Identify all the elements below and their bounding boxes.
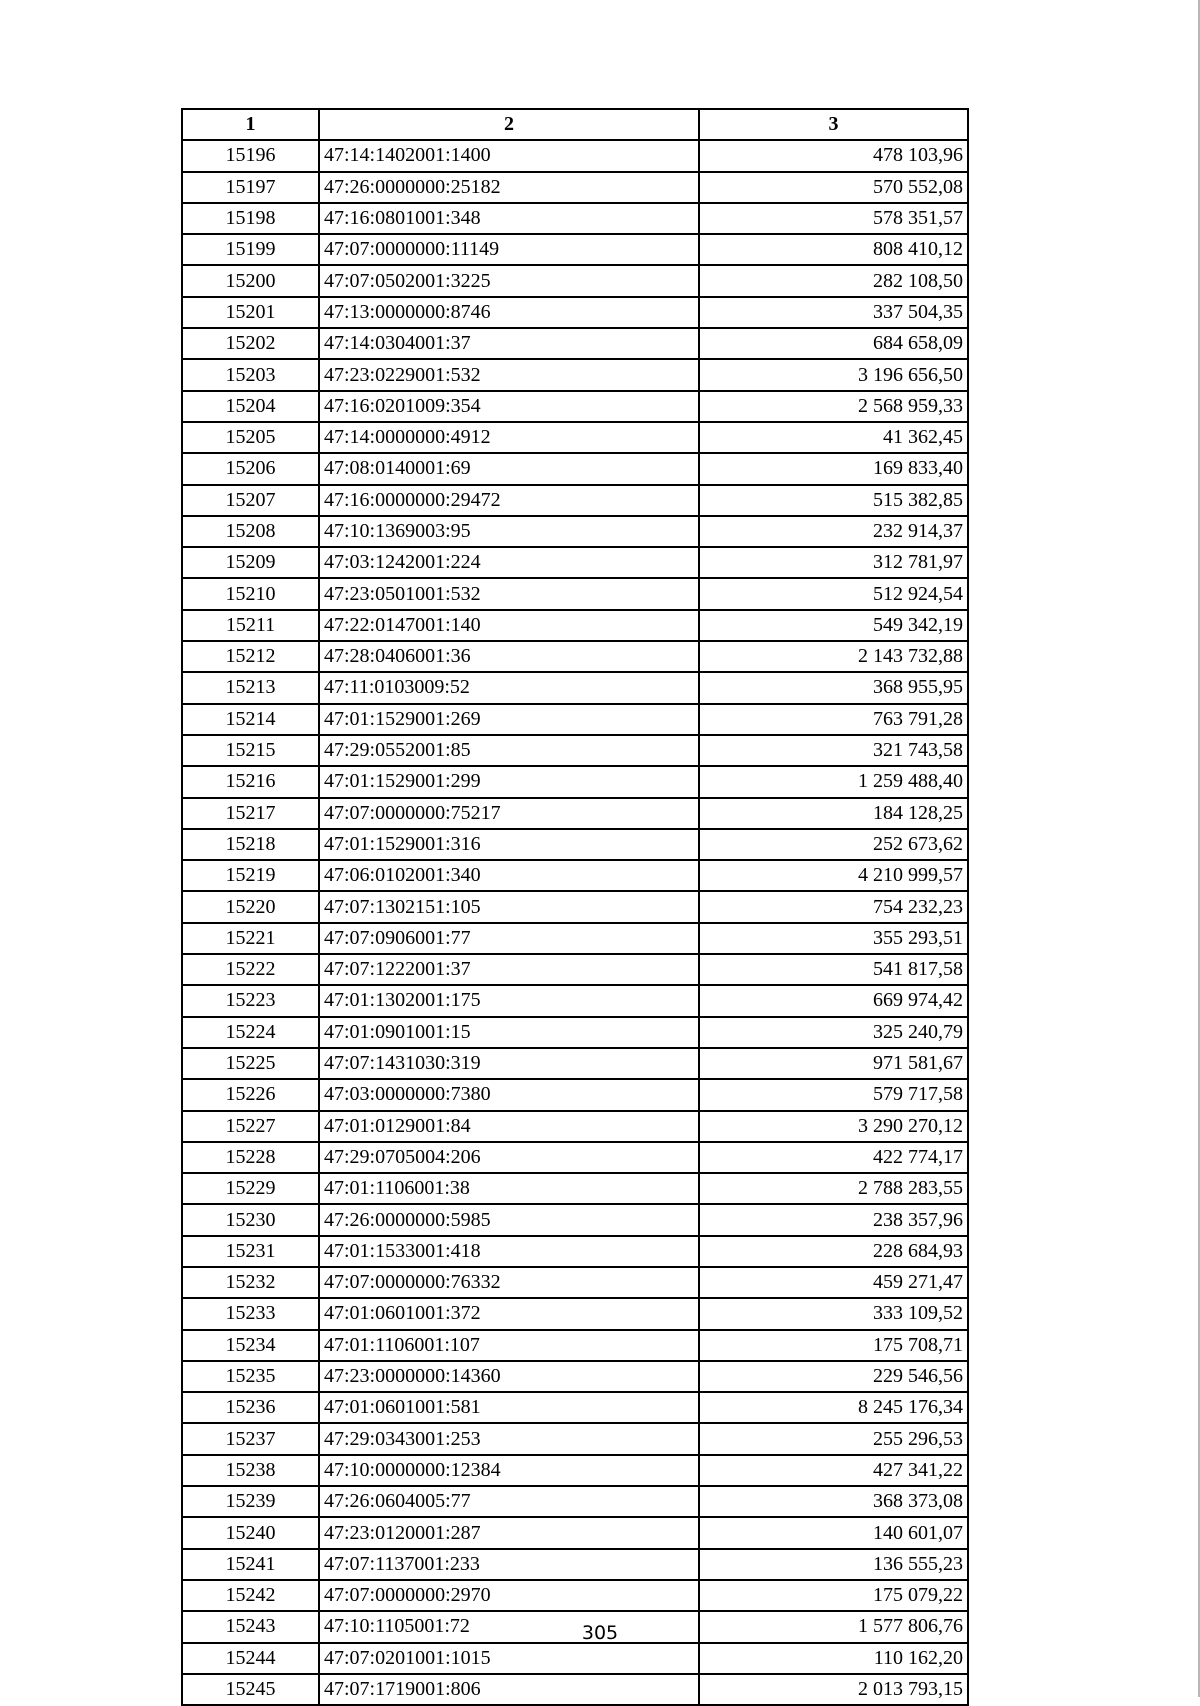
table-row bbox=[182, 1580, 968, 1611]
table-row bbox=[182, 923, 968, 954]
row-number-cell: 15216 bbox=[182, 766, 319, 797]
table-row bbox=[182, 1236, 968, 1267]
row-number-cell: 15237 bbox=[182, 1423, 319, 1454]
value-cell: 136 555,23 bbox=[699, 1549, 968, 1580]
cadastral-number-cell: 47:07:0000000:76332 bbox=[319, 1267, 699, 1298]
row-number-cell: 15229 bbox=[182, 1173, 319, 1204]
table-row bbox=[182, 485, 968, 516]
table-row bbox=[182, 985, 968, 1016]
cadastral-number-cell: 47:03:1242001:224 bbox=[319, 547, 699, 578]
table-row bbox=[182, 1486, 968, 1517]
table-row bbox=[182, 1549, 968, 1580]
table-row bbox=[182, 1173, 968, 1204]
row-number-cell: 15231 bbox=[182, 1236, 319, 1267]
cadastral-number-cell: 47:01:1529001:269 bbox=[319, 704, 699, 735]
value-cell: 2 013 793,15 bbox=[699, 1674, 968, 1705]
table-row bbox=[182, 1674, 968, 1705]
table-row bbox=[182, 1517, 968, 1548]
row-number-cell: 15234 bbox=[182, 1330, 319, 1361]
row-number-cell: 15230 bbox=[182, 1204, 319, 1235]
value-cell: 549 342,19 bbox=[699, 610, 968, 641]
cadastral-value-table bbox=[181, 108, 969, 1706]
cadastral-number-cell: 47:10:1369003:95 bbox=[319, 516, 699, 547]
row-number-cell: 15212 bbox=[182, 641, 319, 672]
row-number-cell: 15210 bbox=[182, 578, 319, 609]
value-cell: 2 788 283,55 bbox=[699, 1173, 968, 1204]
cadastral-number-cell: 47:07:1137001:233 bbox=[319, 1549, 699, 1580]
row-number-cell: 15241 bbox=[182, 1549, 319, 1580]
table-row bbox=[182, 1423, 968, 1454]
cadastral-number-cell: 47:07:0000000:11149 bbox=[319, 234, 699, 265]
row-number-cell: 15215 bbox=[182, 735, 319, 766]
row-number-cell: 15224 bbox=[182, 1017, 319, 1048]
row-number-cell: 15243 bbox=[182, 1611, 319, 1642]
cadastral-number-cell: 47:23:0501001:532 bbox=[319, 578, 699, 609]
row-number-cell: 15205 bbox=[182, 422, 319, 453]
cadastral-number-cell: 47:01:1529001:316 bbox=[319, 829, 699, 860]
row-number-cell: 15238 bbox=[182, 1455, 319, 1486]
cadastral-number-cell: 47:16:0201009:354 bbox=[319, 391, 699, 422]
value-cell: 971 581,67 bbox=[699, 1048, 968, 1079]
row-number-cell: 15198 bbox=[182, 203, 319, 234]
cadastral-number-cell: 47:26:0000000:5985 bbox=[319, 1204, 699, 1235]
value-cell: 570 552,08 bbox=[699, 172, 968, 203]
table-row bbox=[182, 422, 968, 453]
row-number-cell: 15217 bbox=[182, 798, 319, 829]
value-cell: 252 673,62 bbox=[699, 829, 968, 860]
cadastral-number-cell: 47:01:1302001:175 bbox=[319, 985, 699, 1016]
value-cell: 41 362,45 bbox=[699, 422, 968, 453]
value-cell: 184 128,25 bbox=[699, 798, 968, 829]
row-number-cell: 15207 bbox=[182, 485, 319, 516]
page-number: 305 bbox=[581, 1622, 619, 1644]
value-cell: 1 259 488,40 bbox=[699, 766, 968, 797]
cadastral-number-cell: 47:14:1402001:1400 bbox=[319, 140, 699, 171]
table-row bbox=[182, 1298, 968, 1329]
row-number-cell: 15211 bbox=[182, 610, 319, 641]
value-cell: 427 341,22 bbox=[699, 1455, 968, 1486]
value-cell: 578 351,57 bbox=[699, 203, 968, 234]
value-cell: 169 833,40 bbox=[699, 453, 968, 484]
row-number-cell: 15209 bbox=[182, 547, 319, 578]
table-row bbox=[182, 328, 968, 359]
cadastral-number-cell: 47:22:0147001:140 bbox=[319, 610, 699, 641]
value-cell: 541 817,58 bbox=[699, 954, 968, 985]
cadastral-number-cell: 47:10:0000000:12384 bbox=[319, 1455, 699, 1486]
cadastral-number-cell: 47:07:1222001:37 bbox=[319, 954, 699, 985]
table-row bbox=[182, 735, 968, 766]
value-cell: 1 577 806,76 bbox=[699, 1611, 968, 1642]
table-row bbox=[182, 766, 968, 797]
cadastral-number-cell: 47:01:0601001:372 bbox=[319, 1298, 699, 1329]
row-number-cell: 15232 bbox=[182, 1267, 319, 1298]
row-number-cell: 15196 bbox=[182, 140, 319, 171]
cadastral-number-cell: 47:07:1719001:806 bbox=[319, 1674, 699, 1705]
table-row bbox=[182, 641, 968, 672]
value-cell: 325 240,79 bbox=[699, 1017, 968, 1048]
cadastral-number-cell: 47:07:0201001:1015 bbox=[319, 1643, 699, 1674]
value-cell: 2 568 959,33 bbox=[699, 391, 968, 422]
cadastral-number-cell: 47:07:0000000:2970 bbox=[319, 1580, 699, 1611]
cadastral-number-cell: 47:16:0801001:348 bbox=[319, 203, 699, 234]
table-row bbox=[182, 391, 968, 422]
row-number-cell: 15223 bbox=[182, 985, 319, 1016]
table-row bbox=[182, 578, 968, 609]
cadastral-number-cell: 47:14:0304001:37 bbox=[319, 328, 699, 359]
row-number-cell: 15228 bbox=[182, 1142, 319, 1173]
row-number-cell: 15218 bbox=[182, 829, 319, 860]
row-number-cell: 15213 bbox=[182, 672, 319, 703]
cadastral-number-cell: 47:23:0229001:532 bbox=[319, 359, 699, 390]
value-cell: 515 382,85 bbox=[699, 485, 968, 516]
table-row bbox=[182, 453, 968, 484]
table-row bbox=[182, 359, 968, 390]
table-row bbox=[182, 140, 968, 171]
value-cell: 4 210 999,57 bbox=[699, 860, 968, 891]
row-number-cell: 15239 bbox=[182, 1486, 319, 1517]
table-row bbox=[182, 798, 968, 829]
value-cell: 478 103,96 bbox=[699, 140, 968, 171]
value-cell: 684 658,09 bbox=[699, 328, 968, 359]
table-row bbox=[182, 610, 968, 641]
table-row bbox=[182, 891, 968, 922]
cadastral-number-cell: 47:23:0120001:287 bbox=[319, 1517, 699, 1548]
value-cell: 110 162,20 bbox=[699, 1643, 968, 1674]
value-cell: 368 373,08 bbox=[699, 1486, 968, 1517]
value-cell: 337 504,35 bbox=[699, 297, 968, 328]
cadastral-number-cell: 47:26:0000000:25182 bbox=[319, 172, 699, 203]
row-number-cell: 15242 bbox=[182, 1580, 319, 1611]
cadastral-number-cell: 47:01:0901001:15 bbox=[319, 1017, 699, 1048]
table-body bbox=[182, 140, 968, 1705]
table-header-row bbox=[182, 109, 968, 140]
cadastral-number-cell: 47:14:0000000:4912 bbox=[319, 422, 699, 453]
value-cell: 422 774,17 bbox=[699, 1142, 968, 1173]
value-cell: 229 546,56 bbox=[699, 1361, 968, 1392]
table-row bbox=[182, 860, 968, 891]
value-cell: 512 924,54 bbox=[699, 578, 968, 609]
row-number-cell: 15244 bbox=[182, 1643, 319, 1674]
cadastral-number-cell: 47:29:0552001:85 bbox=[319, 735, 699, 766]
cadastral-number-cell: 47:03:0000000:7380 bbox=[319, 1079, 699, 1110]
cadastral-number-cell: 47:07:0906001:77 bbox=[319, 923, 699, 954]
row-number-cell: 15202 bbox=[182, 328, 319, 359]
row-number-cell: 15203 bbox=[182, 359, 319, 390]
table-row bbox=[182, 1267, 968, 1298]
value-cell: 175 708,71 bbox=[699, 1330, 968, 1361]
table-row bbox=[182, 829, 968, 860]
row-number-cell: 15227 bbox=[182, 1111, 319, 1142]
value-cell: 368 955,95 bbox=[699, 672, 968, 703]
value-cell: 3 196 656,50 bbox=[699, 359, 968, 390]
cadastral-number-cell: 47:01:1106001:38 bbox=[319, 1173, 699, 1204]
value-cell: 355 293,51 bbox=[699, 923, 968, 954]
value-cell: 175 079,22 bbox=[699, 1580, 968, 1611]
table-row bbox=[182, 172, 968, 203]
table-row bbox=[182, 1643, 968, 1674]
row-number-cell: 15204 bbox=[182, 391, 319, 422]
value-cell: 763 791,28 bbox=[699, 704, 968, 735]
row-number-cell: 15225 bbox=[182, 1048, 319, 1079]
value-cell: 312 781,97 bbox=[699, 547, 968, 578]
table-row bbox=[182, 1392, 968, 1423]
value-cell: 228 684,93 bbox=[699, 1236, 968, 1267]
value-cell: 255 296,53 bbox=[699, 1423, 968, 1454]
row-number-cell: 15208 bbox=[182, 516, 319, 547]
table-row bbox=[182, 1017, 968, 1048]
cadastral-number-cell: 47:13:0000000:8746 bbox=[319, 297, 699, 328]
table-row bbox=[182, 297, 968, 328]
table-row bbox=[182, 547, 968, 578]
row-number-cell: 15214 bbox=[182, 704, 319, 735]
cadastral-number-cell: 47:06:0102001:340 bbox=[319, 860, 699, 891]
row-number-cell: 15206 bbox=[182, 453, 319, 484]
row-number-cell: 15200 bbox=[182, 265, 319, 296]
value-cell: 669 974,42 bbox=[699, 985, 968, 1016]
value-cell: 2 143 732,88 bbox=[699, 641, 968, 672]
cadastral-number-cell: 47:11:0103009:52 bbox=[319, 672, 699, 703]
cadastral-number-cell: 47:08:0140001:69 bbox=[319, 453, 699, 484]
value-cell: 333 109,52 bbox=[699, 1298, 968, 1329]
column-header-3: 3 bbox=[699, 109, 968, 140]
cadastral-number-cell: 47:07:1302151:105 bbox=[319, 891, 699, 922]
value-cell: 8 245 176,34 bbox=[699, 1392, 968, 1423]
value-cell: 321 743,58 bbox=[699, 735, 968, 766]
row-number-cell: 15245 bbox=[182, 1674, 319, 1705]
table-row bbox=[182, 1204, 968, 1235]
table-row bbox=[182, 1330, 968, 1361]
table-row bbox=[182, 516, 968, 547]
cadastral-number-cell: 47:01:1106001:107 bbox=[319, 1330, 699, 1361]
value-cell: 808 410,12 bbox=[699, 234, 968, 265]
cadastral-number-cell: 47:01:0601001:581 bbox=[319, 1392, 699, 1423]
cadastral-number-cell: 47:07:0502001:3225 bbox=[319, 265, 699, 296]
table-row bbox=[182, 1142, 968, 1173]
row-number-cell: 15222 bbox=[182, 954, 319, 985]
value-cell: 754 232,23 bbox=[699, 891, 968, 922]
row-number-cell: 15235 bbox=[182, 1361, 319, 1392]
cadastral-number-cell: 47:16:0000000:29472 bbox=[319, 485, 699, 516]
value-cell: 282 108,50 bbox=[699, 265, 968, 296]
table-row bbox=[182, 1361, 968, 1392]
row-number-cell: 15197 bbox=[182, 172, 319, 203]
cadastral-number-cell: 47:10:1105001:72 bbox=[319, 1611, 699, 1642]
cadastral-number-cell: 47:26:0604005:77 bbox=[319, 1486, 699, 1517]
value-cell: 579 717,58 bbox=[699, 1079, 968, 1110]
value-cell: 232 914,37 bbox=[699, 516, 968, 547]
value-cell: 140 601,07 bbox=[699, 1517, 968, 1548]
cadastral-number-cell: 47:01:0129001:84 bbox=[319, 1111, 699, 1142]
cadastral-number-cell: 47:29:0705004:206 bbox=[319, 1142, 699, 1173]
cadastral-number-cell: 47:23:0000000:14360 bbox=[319, 1361, 699, 1392]
row-number-cell: 15219 bbox=[182, 860, 319, 891]
cadastral-number-cell: 47:01:1529001:299 bbox=[319, 766, 699, 797]
table-row bbox=[182, 704, 968, 735]
row-number-cell: 15236 bbox=[182, 1392, 319, 1423]
table-row bbox=[182, 203, 968, 234]
cadastral-number-cell: 47:29:0343001:253 bbox=[319, 1423, 699, 1454]
table-row bbox=[182, 1111, 968, 1142]
value-cell: 238 357,96 bbox=[699, 1204, 968, 1235]
column-header-1: 1 bbox=[182, 109, 319, 140]
row-number-cell: 15201 bbox=[182, 297, 319, 328]
value-cell: 3 290 270,12 bbox=[699, 1111, 968, 1142]
row-number-cell: 15220 bbox=[182, 891, 319, 922]
cadastral-number-cell: 47:01:1533001:418 bbox=[319, 1236, 699, 1267]
row-number-cell: 15199 bbox=[182, 234, 319, 265]
value-cell: 459 271,47 bbox=[699, 1267, 968, 1298]
table-row bbox=[182, 672, 968, 703]
table-row bbox=[182, 954, 968, 985]
table-row bbox=[182, 265, 968, 296]
table-row bbox=[182, 1048, 968, 1079]
table-row bbox=[182, 1079, 968, 1110]
row-number-cell: 15221 bbox=[182, 923, 319, 954]
row-number-cell: 15240 bbox=[182, 1517, 319, 1548]
table-row bbox=[182, 1455, 968, 1486]
cadastral-number-cell: 47:07:1431030:319 bbox=[319, 1048, 699, 1079]
row-number-cell: 15233 bbox=[182, 1298, 319, 1329]
cadastral-number-cell: 47:28:0406001:36 bbox=[319, 641, 699, 672]
table-row bbox=[182, 234, 968, 265]
column-header-2: 2 bbox=[319, 109, 699, 140]
row-number-cell: 15226 bbox=[182, 1079, 319, 1110]
cadastral-number-cell: 47:07:0000000:75217 bbox=[319, 798, 699, 829]
